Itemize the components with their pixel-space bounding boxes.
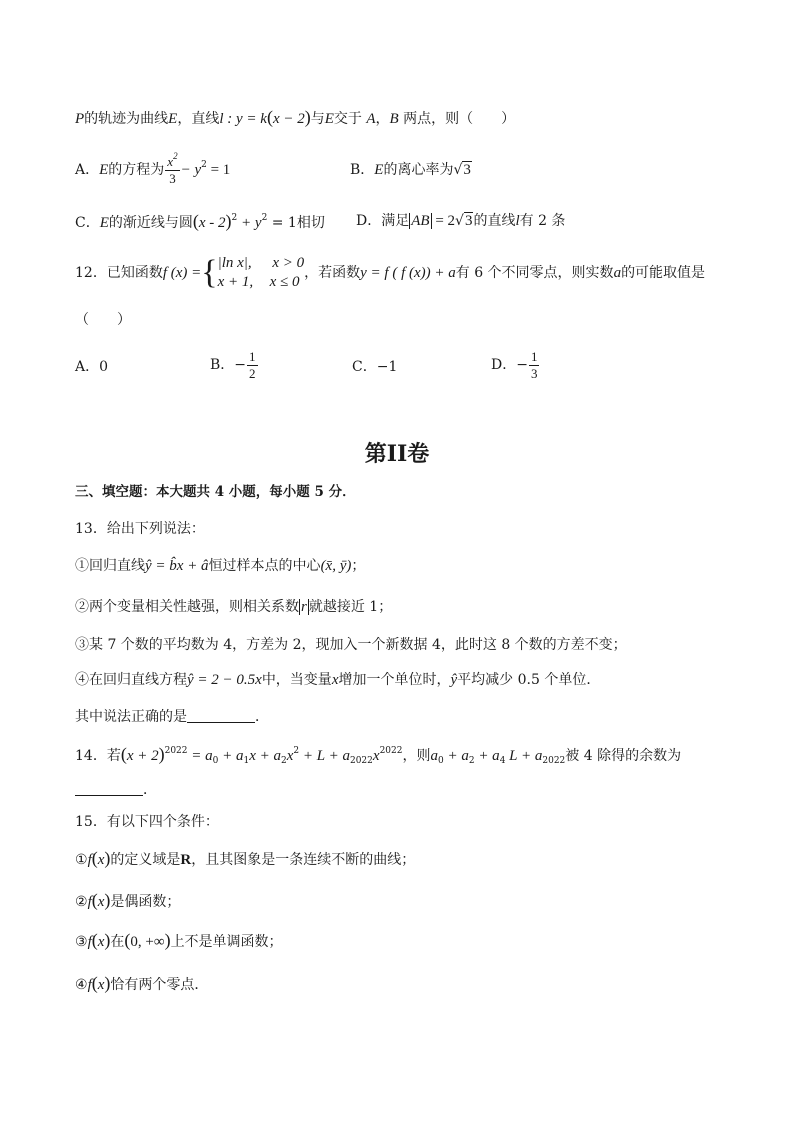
- option-label: D．满足: [356, 213, 410, 229]
- text: 在: [110, 934, 125, 950]
- fraction: $\frac{1}{3}$: [530, 348, 538, 381]
- function-f: f: [87, 934, 92, 950]
- option-label: A．: [75, 162, 100, 178]
- curve-e: E: [99, 215, 109, 231]
- reals: R: [180, 852, 192, 868]
- text: ，若函数: [304, 265, 361, 281]
- text: ，: [375, 111, 390, 127]
- text: 的轨迹为曲线: [84, 111, 169, 127]
- text: 中，当变量: [261, 672, 332, 688]
- var-x: x: [331, 672, 339, 688]
- sqrt: √3: [455, 213, 473, 229]
- curve-e: E: [168, 111, 178, 127]
- text: = 1相切: [267, 215, 325, 231]
- q12-paren: [75, 310, 131, 330]
- piecewise: |ln x|, x > 0 x + 1, x ≤ 0: [217, 255, 305, 290]
- curve-e: E: [374, 162, 384, 178]
- q12-stem: 12．已知函数f (x) ={ |ln x|, x > 0 x + 1, x ≤ 0 ，若函数y = f ( f (x)) + a有 6 个不同零点，则实数a的可能取值是: [75, 254, 706, 291]
- math: + y: [237, 215, 262, 231]
- function-f: f: [87, 977, 92, 993]
- q12-option-a: [75, 357, 108, 377]
- q13-title: 13．给出下列说法：: [75, 521, 205, 537]
- option-label: C．: [75, 215, 100, 231]
- text: ，直线: [177, 111, 220, 127]
- text: 交于: [333, 111, 362, 127]
- curve-e: E: [324, 111, 334, 127]
- point-b: B: [389, 111, 399, 127]
- text: 的渐近线与圆: [108, 215, 193, 231]
- text: ，则: [402, 748, 431, 764]
- q14-stem: 14．若$(x + 2)^{2022} = a_0 + a_1x + a_2x^2 + L + a_{2022}x^{2022}$，则$a_0 + a_2 + a_4$ $L + a_{2022}$被 4 除得的余数为: [75, 744, 682, 766]
- text: 的定义域是: [110, 852, 181, 868]
- text: 增加一个单位时，: [338, 672, 451, 688]
- var-x: x: [97, 894, 105, 910]
- text: 上不是单调函数；: [170, 934, 283, 950]
- fraction: $\frac{x^2}{3}$: [167, 150, 178, 186]
- param-a: a: [613, 265, 622, 281]
- text: 恰有两个零点．: [110, 977, 209, 993]
- math: − y: [180, 162, 202, 178]
- text: ③: [75, 934, 88, 950]
- option-label: B．−: [210, 357, 247, 373]
- q15-condition-2: ②f(x)是偶函数；: [75, 890, 181, 910]
- interval: 0, +∞: [130, 934, 165, 950]
- q15-condition-1: ①f(x)的定义域是R，且其图象是一条连续不断的曲线；: [75, 848, 416, 868]
- q12-option-c: [352, 357, 397, 377]
- q13-ask: [75, 707, 269, 727]
- q11-stem-tail: P的轨迹为曲线E，直线l : y = k(x − 2)与E交于 A，B 两点，则（ ）: [75, 107, 516, 127]
- option-label: B．: [350, 162, 375, 178]
- text: ；: [351, 558, 366, 574]
- curve-e: E: [99, 162, 109, 178]
- q11-option-b: [350, 160, 472, 180]
- q12-option-b: [210, 347, 259, 383]
- math: = a: [187, 748, 213, 764]
- text: 的离心率为: [383, 162, 454, 178]
- text: 两点，则（ ）: [403, 111, 516, 127]
- text: 的方程为: [108, 162, 165, 178]
- abs-ab: AB: [411, 213, 430, 229]
- abs-r: r: [301, 599, 307, 615]
- binomial-base: x + 2: [126, 748, 159, 764]
- q15-title: 15．有以下四个条件：: [75, 814, 219, 830]
- line-eq-paren: x − 2: [272, 111, 305, 127]
- q11-option-d: [356, 211, 565, 231]
- q11-option-c: C．E的渐近线与圆$(x - 2)^2 + y^2 = 1$相切: [75, 211, 325, 231]
- point-a: A: [366, 111, 376, 127]
- text: 是偶函数；: [110, 894, 181, 910]
- text: 平均减少 0.5 个单位．: [457, 672, 601, 688]
- q13-statement-2: [75, 597, 392, 617]
- function-f: f (x) =: [162, 265, 202, 281]
- q11-option-a: A．E的方程为 $\frac{x^2}{3}$ − $y^2 = 1$: [75, 150, 231, 186]
- text: ②: [75, 894, 88, 910]
- point-p: P: [75, 111, 85, 127]
- text: ④: [75, 977, 88, 993]
- section-title: 第II卷: [364, 441, 430, 467]
- q13-statement-3: ③某 7 个数的平均数为 4，方差为 2，现加入一个新数据 4，此时这 8 个数的方差不变；: [75, 637, 627, 653]
- math: x - 2: [198, 215, 226, 231]
- option-a: A．0: [75, 359, 109, 375]
- fill-in-heading: 三、填空题：本大题共 4 小题，每小题 5 分．: [75, 484, 356, 500]
- text: ．: [255, 709, 269, 725]
- text: ．: [143, 782, 157, 798]
- text: ①: [75, 852, 88, 868]
- q15-condition-3: ③f(x)在(0, +∞)上不是单调函数；: [75, 930, 283, 950]
- text: 有 2 条: [519, 213, 566, 229]
- exponent: 2022: [164, 746, 188, 756]
- math: = 2: [431, 213, 456, 229]
- text: 有 6 个不同零点，则实数: [455, 265, 614, 281]
- text: 其中说法正确的是: [75, 709, 187, 725]
- line-eq: l : y = k: [219, 111, 267, 127]
- q14-answer-line: [75, 780, 157, 800]
- text: ，且其图象是一条连续不断的曲线；: [191, 852, 416, 868]
- regression-eq: ŷ = 2 − 0.5x: [187, 672, 262, 688]
- text: 与: [310, 111, 325, 127]
- answer-blank[interactable]: [75, 781, 143, 796]
- var-x: x: [97, 977, 105, 993]
- text: ①回归直线: [75, 558, 145, 574]
- answer-paren: （ ）: [75, 312, 131, 328]
- q13-statement-1: [75, 556, 365, 576]
- regression-eq: ŷ = b̂x + â: [145, 558, 209, 574]
- q12-option-d: [491, 347, 540, 383]
- text: 被 4 除得的余数为: [565, 748, 682, 764]
- text: 12．已知函数: [75, 265, 163, 281]
- option-c: C．−1: [352, 359, 398, 375]
- q15-condition-4: ④f(x)恰有两个零点．: [75, 973, 209, 993]
- text: 恒过样本点的中心: [208, 558, 321, 574]
- answer-blank[interactable]: [187, 708, 255, 723]
- text: 的可能取值是: [621, 265, 706, 281]
- var-x: x: [97, 934, 105, 950]
- text: 的直线: [473, 213, 516, 229]
- function-f: f: [87, 852, 92, 868]
- q13-statement-4: [75, 670, 600, 690]
- function-f: f: [87, 894, 92, 910]
- function-g: y = f ( f (x)) + a: [360, 265, 456, 281]
- line-l: l: [515, 213, 520, 229]
- text: ④在回归直线方程: [75, 672, 187, 688]
- fraction: $\frac{1}{2}$: [249, 348, 256, 381]
- text: ②两个变量相关性越强，则相关系数: [75, 599, 299, 615]
- sqrt: √3: [453, 162, 471, 178]
- var-y: ŷ: [450, 672, 458, 688]
- option-label: D．−: [491, 357, 528, 373]
- text: 14．若: [75, 748, 121, 764]
- text: 就越接近 1；: [308, 599, 393, 615]
- var-x: x: [97, 852, 105, 868]
- math: = 1: [206, 162, 231, 178]
- center-point: (x̄, ȳ): [320, 558, 352, 574]
